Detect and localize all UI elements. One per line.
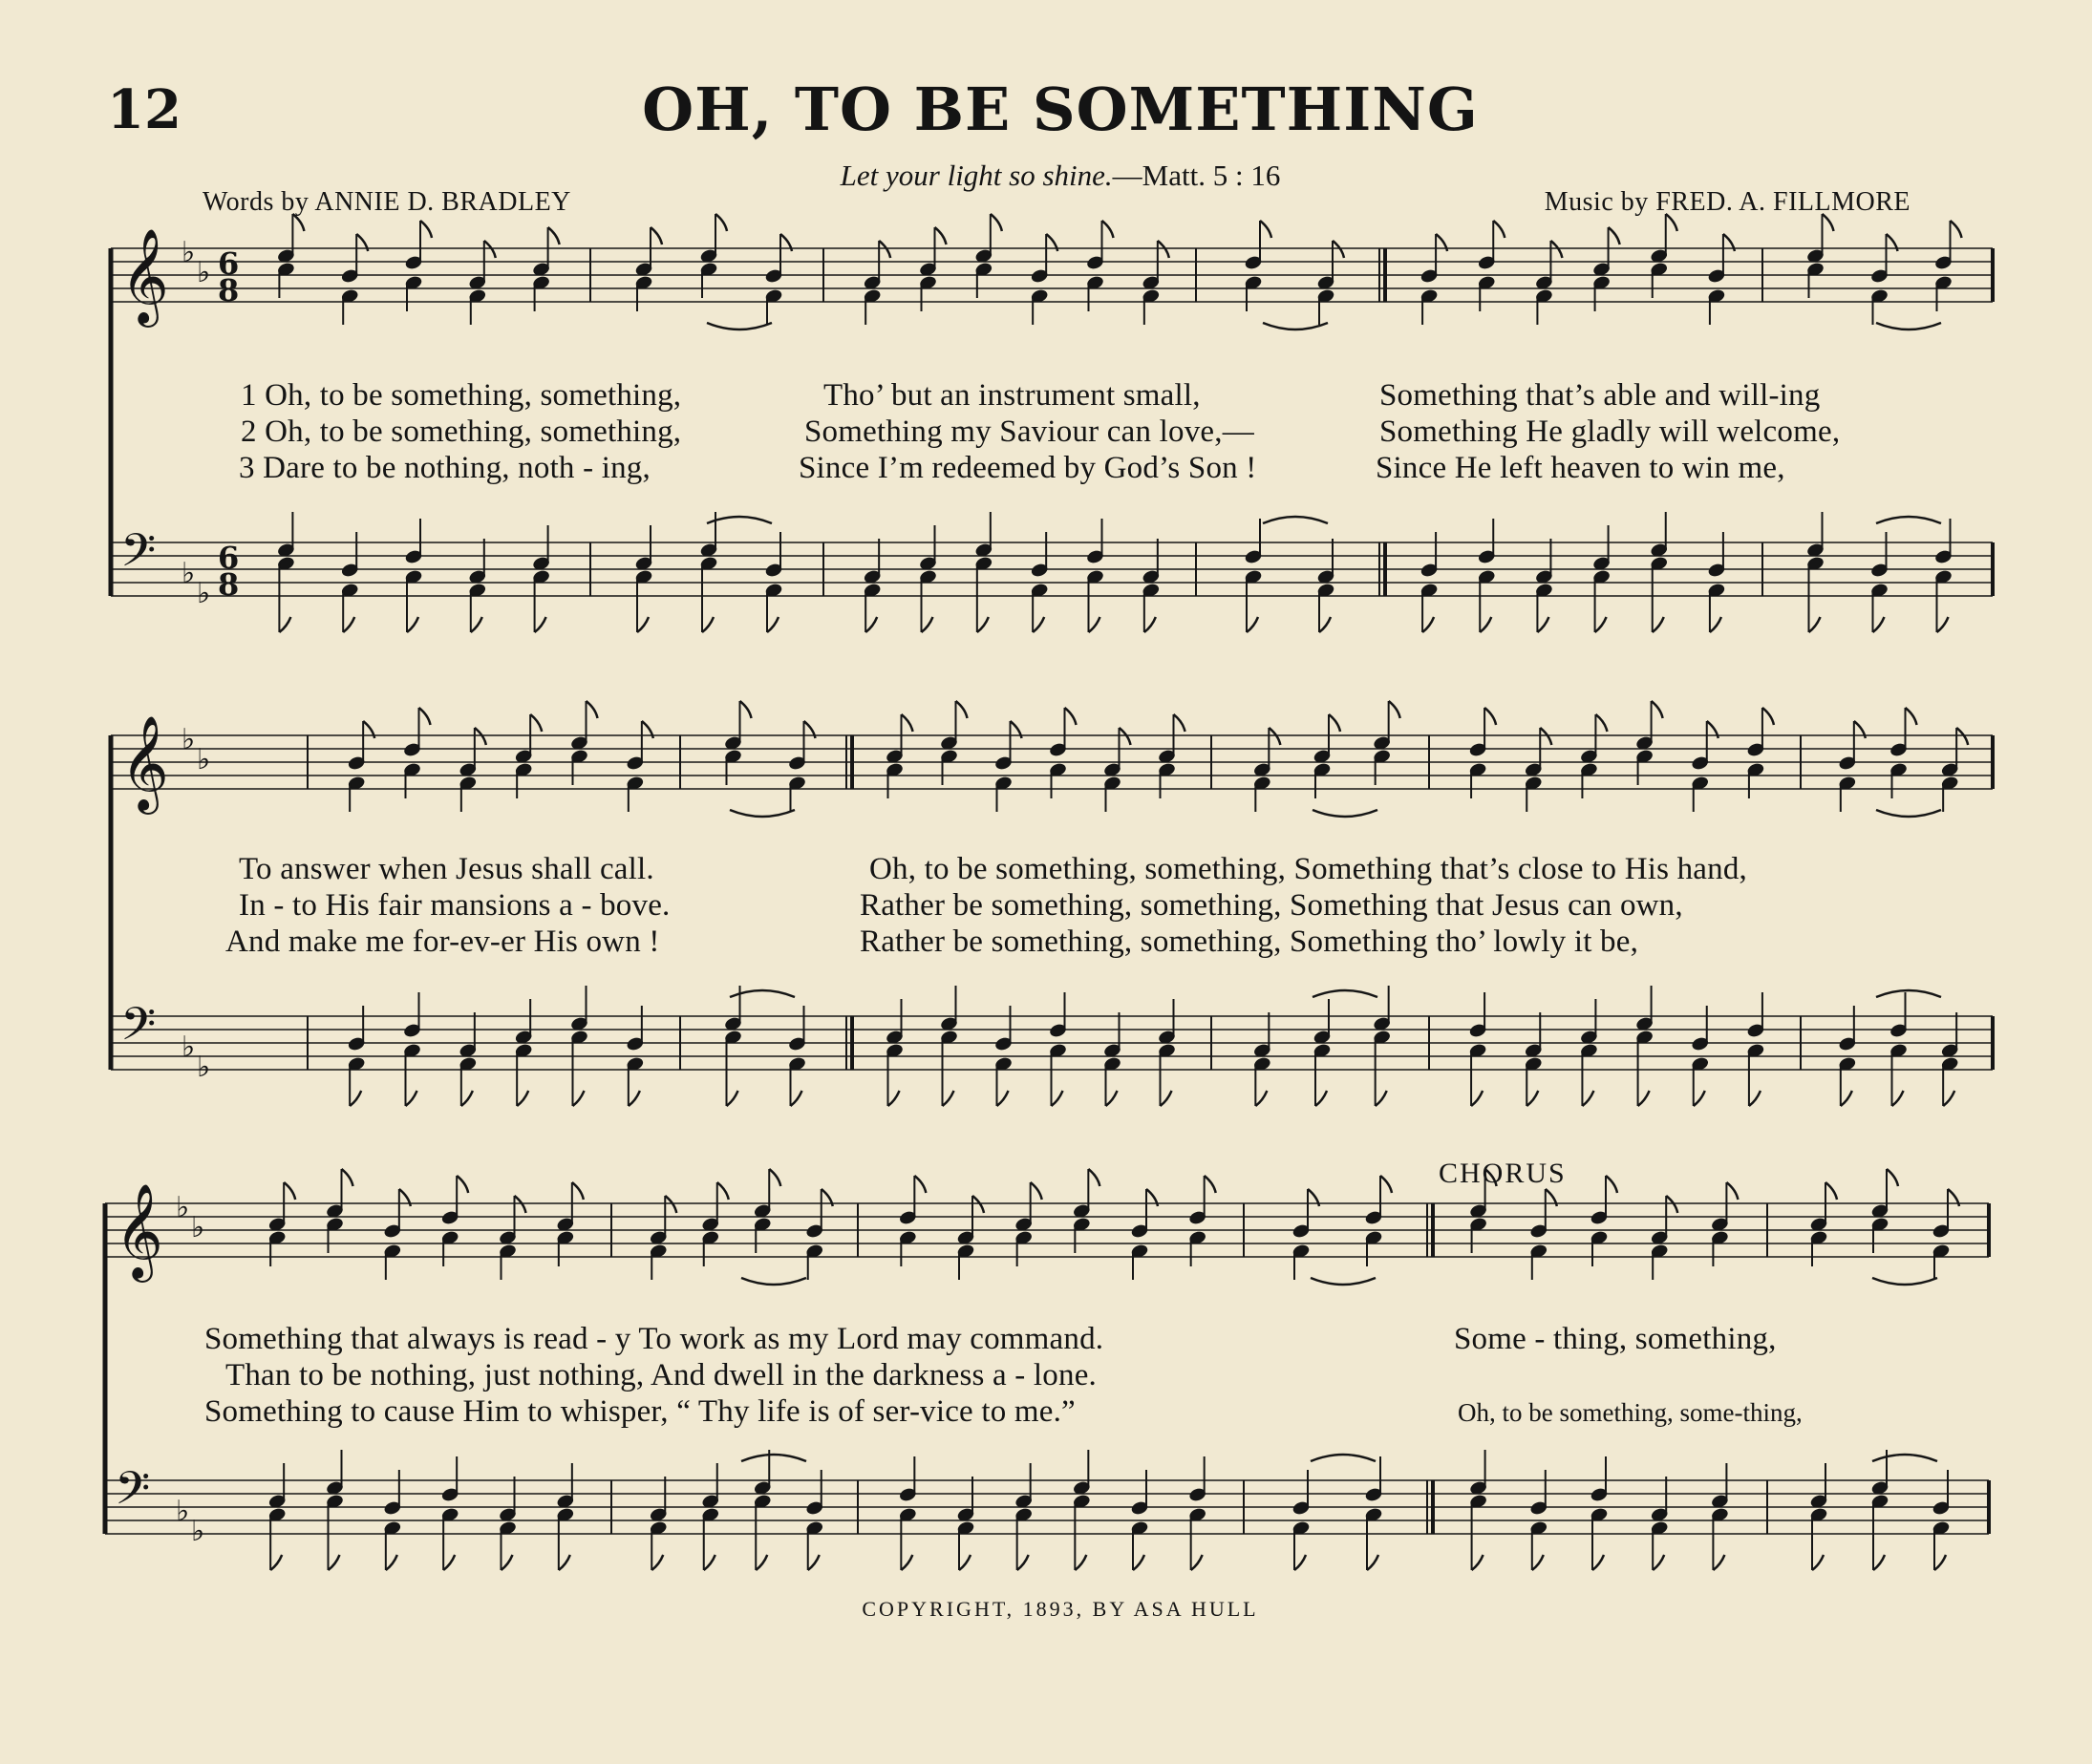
note-flag (1809, 617, 1821, 632)
note-flag (972, 1196, 984, 1213)
scripture-citation: —Matt. 5 : 16 (1112, 159, 1281, 192)
bass-clef-icon: 𝄢 (120, 997, 157, 1062)
note-flag (1666, 1196, 1677, 1213)
note-flag (914, 1176, 926, 1193)
note-flag (1726, 1182, 1738, 1200)
tie-arc (741, 1455, 806, 1461)
note-flag (587, 701, 598, 718)
note-flag (1031, 1182, 1042, 1200)
lyric-s1-v3-a: 3 Dare to be nothing, noth - ing, (239, 451, 651, 485)
note-flag (997, 1091, 1009, 1106)
note-flag (1158, 241, 1169, 258)
note-flag (727, 1091, 738, 1106)
flat-icon: ♭ (176, 1191, 190, 1224)
note-flag (740, 701, 752, 718)
note-flag (1812, 1555, 1824, 1570)
note-flag (959, 1555, 971, 1570)
note-flag (1052, 1091, 1063, 1106)
note-flag (943, 1091, 954, 1106)
note-flag (901, 1555, 912, 1570)
lyric-s2-v2-a: In - to His fair mansions a - bove. (239, 888, 671, 923)
note-flag (1873, 1555, 1885, 1570)
flat-icon: ♭ (191, 1211, 205, 1244)
note-flag (443, 1555, 455, 1570)
note-flag (1205, 1176, 1216, 1193)
note-flag (665, 1196, 676, 1213)
lyric-s2-v3-a: And make me for-ev-er His own ! (225, 925, 660, 959)
note-flag (1713, 1555, 1724, 1570)
note-flag (1472, 1555, 1484, 1570)
note-flag (1653, 1555, 1664, 1570)
note-flag (629, 1091, 640, 1106)
note-flag (1329, 714, 1340, 732)
note-flag (1694, 1091, 1705, 1106)
lyric-s2-v2-b: Rather be something, something, Something that Jesus can own, (860, 888, 1683, 923)
tie-arc (1263, 517, 1328, 523)
note-flag (292, 214, 304, 231)
note-flag (1638, 1091, 1650, 1106)
note-flag (350, 1091, 361, 1106)
scripture-quote: Let your light so shine. (840, 159, 1113, 192)
note-flag (1075, 1555, 1086, 1570)
note-flag (1133, 1555, 1144, 1570)
note-flag (279, 617, 290, 632)
tie-arc (707, 323, 772, 329)
note-flag (1255, 1091, 1267, 1106)
note-flag (535, 617, 546, 632)
lyric-s1-v1-a: 1 Oh, to be something, something, (241, 378, 682, 413)
tie-arc (1876, 517, 1941, 523)
note-flag (1376, 1091, 1387, 1106)
tie-arc (1311, 1455, 1376, 1461)
page-number: 12 (107, 78, 181, 141)
note-flag (767, 617, 779, 632)
note-flag (559, 1555, 570, 1570)
lyric-s1-v3-b: Since I’m redeemed by God’s Son ! (799, 451, 1257, 485)
bass-clef-icon: 𝄢 (115, 1461, 151, 1526)
tie-arc (1313, 810, 1377, 817)
note-flag (1333, 241, 1344, 258)
note-flag (1471, 1091, 1483, 1106)
note-flag (1294, 1555, 1306, 1570)
note-flag (1943, 1091, 1954, 1106)
note-flag (517, 1091, 528, 1106)
flat-icon: ♭ (181, 557, 196, 590)
note-flag (1595, 617, 1607, 632)
lyric-s3-v1-b: Some - thing, something, (1454, 1322, 1777, 1356)
time-signature-bottom: 8 (218, 566, 240, 603)
note-flag (548, 227, 560, 244)
note-flag (1389, 701, 1400, 718)
note-flag (1666, 214, 1677, 231)
treble-clef-icon: 𝄞 (115, 1183, 163, 1279)
tie-arc (1311, 1278, 1376, 1285)
note-flag (865, 617, 877, 632)
note-flag (406, 1091, 417, 1106)
note-flag (1825, 1182, 1837, 1200)
note-flag (419, 708, 431, 725)
note-flag (1484, 708, 1496, 725)
flat-icon: ♭ (197, 256, 211, 289)
note-flag (991, 214, 1002, 231)
note-flag (888, 1091, 900, 1106)
note-flag (651, 1555, 663, 1570)
note-flag (651, 227, 662, 244)
note-flag (1161, 1091, 1172, 1106)
note-flag (1762, 708, 1774, 725)
composer-credit: Music by FRED. A. FILLMORE (1544, 187, 1911, 217)
flat-icon: ♭ (197, 577, 211, 610)
note-flag (573, 1091, 585, 1106)
lyric-s1-v2-b: Something my Saviour can love,— (804, 414, 1254, 449)
tie-arc (1263, 323, 1328, 329)
note-flag (342, 1169, 353, 1186)
tie-arc (730, 810, 795, 817)
flat-icon: ♭ (181, 723, 196, 756)
lyric-s1-v2-c: Something He gladly will welcome, (1379, 414, 1841, 449)
note-flag (457, 1176, 468, 1193)
lyric-s1-v3-c: Since He left heaven to win me, (1376, 451, 1785, 485)
note-flag (1120, 728, 1131, 745)
note-flag (461, 1091, 473, 1106)
note-flag (502, 1555, 513, 1570)
tie-arc (707, 517, 772, 523)
flat-icon: ♭ (197, 743, 211, 776)
note-flag (1537, 617, 1548, 632)
note-flag (1540, 728, 1551, 745)
lyric-s1-v1-b: Tho’ but an instrument small, (823, 378, 1201, 413)
note-flag (1315, 1091, 1327, 1106)
note-flag (1582, 1091, 1593, 1106)
note-flag (1951, 221, 1962, 238)
note-flag (1493, 221, 1505, 238)
note-flag (1260, 221, 1271, 238)
note-flag (1609, 227, 1620, 244)
tie-arc (1876, 810, 1941, 817)
note-flag (1595, 714, 1607, 732)
note-flag (702, 617, 714, 632)
note-flag (1652, 701, 1663, 718)
note-flag (1367, 1555, 1378, 1570)
note-flag (1873, 617, 1885, 632)
note-flag (637, 617, 649, 632)
note-flag (922, 617, 933, 632)
chorus-label: CHORUS (1439, 1158, 1567, 1189)
note-flag (1088, 1169, 1099, 1186)
note-flag (1749, 1091, 1761, 1106)
note-flag (407, 617, 418, 632)
note-flag (1906, 708, 1917, 725)
note-flag (935, 227, 947, 244)
note-flag (977, 617, 989, 632)
note-flag (1532, 1555, 1544, 1570)
note-flag (1887, 1169, 1898, 1186)
note-flag (515, 1196, 526, 1213)
note-flag (1319, 617, 1331, 632)
time-signature-top: 6 (218, 540, 240, 576)
note-flag (704, 1555, 715, 1570)
note-flag (1526, 1091, 1538, 1106)
lyric-s1-v1-c: Something that’s able and will-ing (1379, 378, 1821, 413)
note-flag (284, 1182, 295, 1200)
note-flag (1102, 221, 1114, 238)
flat-icon: ♭ (181, 236, 196, 269)
note-flag (1269, 728, 1280, 745)
tie-arc (1876, 323, 1941, 329)
note-flag (1653, 617, 1664, 632)
note-flag (769, 1169, 780, 1186)
note-flag (1892, 1091, 1904, 1106)
treble-clef-icon: 𝄞 (120, 228, 169, 324)
note-flag (1934, 1555, 1946, 1570)
note-flag (956, 701, 968, 718)
note-flag (1823, 214, 1834, 231)
hymn-title: OH, TO BE SOMETHING (642, 74, 1479, 144)
note-flag (715, 214, 727, 231)
flat-icon: ♭ (181, 1031, 196, 1064)
note-flag (329, 1555, 340, 1570)
note-flag (1191, 1555, 1203, 1570)
note-flag (791, 1091, 802, 1106)
note-flag (1174, 714, 1185, 732)
lyric-s2-v1-a: To answer when Jesus shall call. (239, 852, 654, 886)
note-flag (1144, 617, 1156, 632)
lyric-s1-v2-a: 2 Oh, to be something, something, (241, 414, 682, 449)
tie-arc (1872, 1455, 1937, 1461)
note-flag (420, 221, 432, 238)
lyric-s3-v2-a: Than to be nothing, just nothing, And dwell in the darkness a - lone. (225, 1358, 1098, 1392)
note-flag (471, 617, 482, 632)
flat-icon: ♭ (191, 1515, 205, 1548)
time-signature-top: 6 (218, 245, 240, 282)
tie-arc (1313, 990, 1377, 997)
lyric-s3-v1-a: Something that always is read - y To work as my Lord may command. (204, 1322, 1104, 1356)
lyric-s2-v3-b: Rather be something, something, Something tho’ lowly it be, (860, 925, 1639, 959)
tie-arc (741, 1278, 806, 1285)
note-flag (1247, 617, 1258, 632)
note-flag (717, 1182, 729, 1200)
note-flag (386, 1555, 397, 1570)
note-flag (1422, 617, 1434, 632)
note-flag (1592, 1555, 1604, 1570)
note-flag (1065, 708, 1077, 725)
note-flag (1937, 617, 1949, 632)
note-flag (1710, 617, 1721, 632)
note-flag (1033, 617, 1044, 632)
note-flag (808, 1555, 820, 1570)
lyric-s3-v3-a: Something to cause Him to whisper, “ Thy life is of ser-vice to me.” (204, 1394, 1076, 1429)
copyright-notice: COPYRIGHT, 1893, BY ASA HULL (862, 1597, 1259, 1621)
lyric-s3-v3-b: Oh, to be something, some-thing, (1458, 1398, 1803, 1427)
note-flag (1480, 617, 1491, 632)
note-flag (530, 714, 542, 732)
note-flag (1956, 728, 1968, 745)
note-flag (484, 241, 496, 258)
note-flag (343, 617, 354, 632)
note-flag (902, 714, 913, 732)
note-flag (1089, 617, 1100, 632)
note-flag (1380, 1176, 1392, 1193)
note-flag (1550, 241, 1562, 258)
note-flag (879, 241, 890, 258)
note-flag (1606, 1176, 1617, 1193)
note-flag (1017, 1555, 1029, 1570)
note-flag (1485, 1169, 1497, 1186)
lyricist-credit: Words by ANNIE D. BRADLEY (203, 187, 571, 217)
note-flag (270, 1555, 282, 1570)
note-flag (1106, 1091, 1118, 1106)
flat-icon: ♭ (176, 1495, 190, 1528)
tie-arc (1872, 1278, 1937, 1285)
note-flag (475, 728, 486, 745)
tie-arc (1876, 990, 1941, 997)
time-signature-bottom: 8 (218, 272, 240, 308)
note-flag (572, 1182, 584, 1200)
flat-icon: ♭ (197, 1051, 211, 1084)
note-flag (756, 1555, 767, 1570)
bass-clef-icon: 𝄢 (120, 523, 157, 588)
treble-clef-icon: 𝄞 (120, 715, 169, 811)
note-flag (1841, 1091, 1852, 1106)
lyric-s2-v1-b: Oh, to be something, something, Something that’s close to His hand, (869, 852, 1747, 886)
